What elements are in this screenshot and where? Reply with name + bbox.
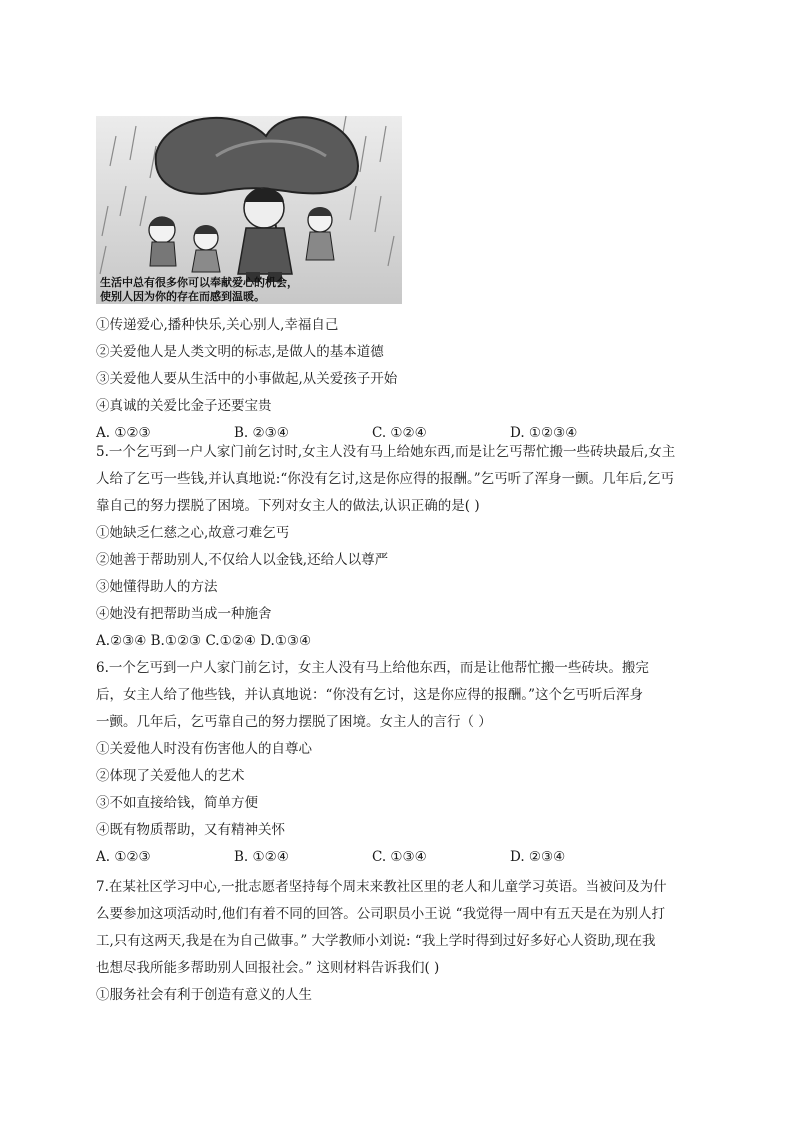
q7-stem-line4: 也想尽我所能多帮助别人回报社会。” 这则材料告诉我们( ) [96,960,440,976]
q5-stem-line1: 5.一个乞丐到一户人家门前乞讨时,女主人没有马上给她东西,而是让乞丐帮忙搬一些砖块最后,女主 [96,444,676,460]
cartoon-caption-line2: 使别人因为你的存在而感到温暖。 [100,290,265,303]
q6-stem-line2: 后，女主人给了他些钱，并认真地说：“你没有乞讨，这是你应得的报酬。”这个乞丐听后浑身 [96,687,644,703]
q5-options[interactable]: A.②③④ B.①②③ C.①②④ D.①③④ [96,633,312,649]
q7-stem-line3: 工,只有这两天,我是在为自己做事。” 大学教师小刘说: “我上学时得到过好多好心人资助,现在我 [96,933,656,949]
q6-stem-line3: 一颤。几年后，乞丐靠自己的努力摆脱了困境。女主人的言行（ ） [96,714,492,730]
q6-option-c[interactable]: C. ①③④ [372,849,427,865]
q6-statement-4: ④既有物质帮助，又有精神关怀 [96,822,285,838]
q6-statement-1: ①关爱他人时没有伤害他人的自尊心 [96,741,312,757]
q5-stem-line3: 靠自己的努力摆脱了困境。下列对女主人的做法,认识正确的是( ) [96,498,480,514]
q7-stem-line1: 7.在某社区学习中心,一批志愿者坚持每个周末来教社区里的老人和儿童学习英语。当被问及为什 [96,879,667,895]
q6-option-a[interactable]: A. ①②③ [96,849,151,865]
q4-option-b[interactable]: B. ②③④ [234,425,289,441]
heart-umbrella [156,117,358,193]
cartoon-illustration [96,96,402,304]
q4-option-d[interactable]: D. ①②③④ [510,425,578,441]
q6-option-d[interactable]: D. ②③④ [510,849,566,865]
q4-statement-1: ①传递爱心,播种快乐,关心别人,幸福自己 [96,317,339,333]
q4-statement-2: ②关爱他人是人类文明的标志,是做人的基本道德 [96,344,384,360]
q6-stem-line1: 6.一个乞丐到一户人家门前乞讨，女主人没有马上给他东西，而是让他帮忙搬一些砖块。搬完 [96,660,649,676]
q5-statement-4: ④她没有把帮助当成一种施舍 [96,606,272,622]
q6-option-b[interactable]: B. ①②④ [234,849,289,865]
q5-statement-2: ②她善于帮助别人,不仅给人以金钱,还给人以尊严 [96,552,389,568]
cartoon-caption-line1: 生活中总有很多你可以奉献爱心的机会， [100,276,298,289]
q4-statement-3: ③关爱他人要从生活中的小事做起,从关爱孩子开始 [96,371,398,387]
q5-statement-1: ①她缺乏仁慈之心,故意刁难乞丐 [96,525,290,541]
q5-statement-3: ③她懂得助人的方法 [96,579,218,595]
q4-option-c[interactable]: C. ①②④ [372,425,427,441]
q7-statement-1: ①服务社会有利于创造有意义的人生 [96,987,312,1003]
q6-statement-2: ②体现了关爱他人的艺术 [96,768,245,784]
q7-stem-line2: 么要参加这项活动时,他们有着不同的回答。公司职员小王说 “我觉得一周中有五天是在为别人打 [96,906,665,922]
q6-statement-3: ③不如直接给钱，简单方便 [96,795,258,811]
q4-statement-4: ④真诚的关爱比金子还要宝贵 [96,398,272,414]
q5-stem-line2: 人给了乞丐一些钱,并认真地说:“你没有乞讨,这是你应得的报酬。”乞丐听了浑身一颤。几年后,乞丐 [96,471,674,487]
q4-option-a[interactable]: A. ①②③ [96,425,151,441]
